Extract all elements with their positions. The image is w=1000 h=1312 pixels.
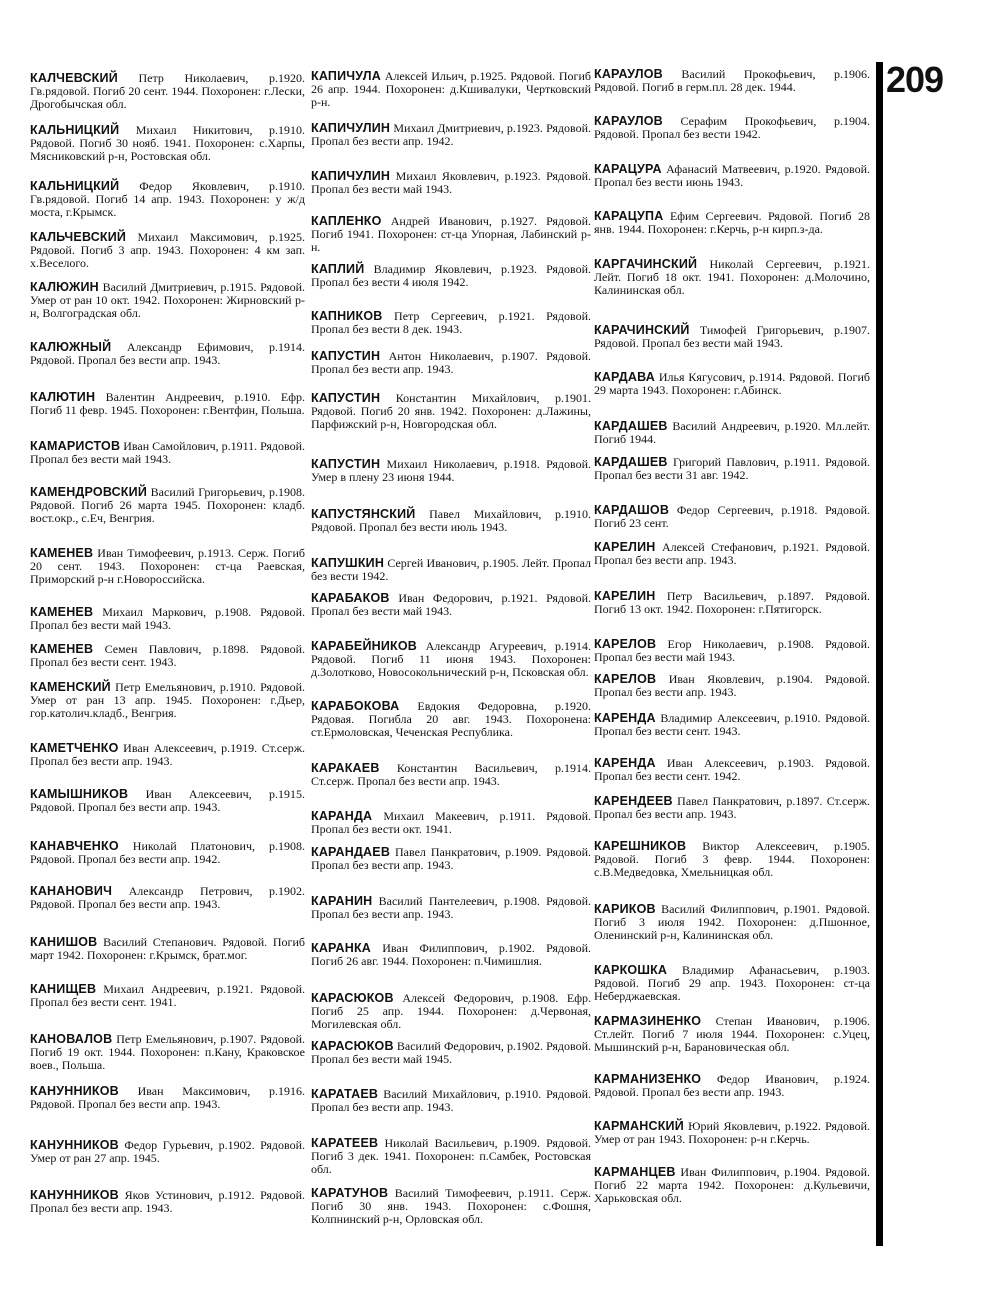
entry-details: Павел Панкратович, р.1909. Рядовой. Пропал без вести апр. 1943.	[311, 845, 591, 872]
list-item	[30, 788, 305, 814]
entry-surname: КАПУСТИН	[311, 391, 381, 405]
entry-details: Сергей Иванович, р.1905. Лейт. Пропал без вести 1942.	[311, 556, 591, 583]
list-item	[311, 592, 591, 618]
entry-surname: КАРАУЛОВ	[594, 114, 663, 128]
list-item	[30, 643, 305, 669]
entry-details: Константин Васильевич, р.1914. Ст.серж. Пропал без вести апр. 1943.	[311, 761, 591, 788]
entry-surname: КАРАНКА	[311, 941, 372, 955]
entry-details: Владимир Афанасьевич, р.1903. Рядовой. Погиб 29 апр. 1943. Похоронен: ст-ца Неберджаевская.	[594, 963, 870, 1003]
entry-surname: КАРАТУНОВ	[311, 1186, 389, 1200]
entry-details: Григорий Павлович, р.1911. Рядовой. Пропал без вести 31 авг. 1942.	[594, 455, 870, 482]
entry-details: Афанасий Матвеевич, р.1920. Рядовой. Пропал без вести июнь 1943.	[594, 162, 870, 189]
list-item	[30, 1033, 305, 1072]
entry-details: Петр Николаевич, р.1920. Гв.рядовой. Погиб 20 сент. 1944. Похоронен: г.Лески, Дрогобычская обл.	[30, 71, 305, 111]
list-item	[594, 1120, 870, 1146]
entry-details: Михаил Андреевич, р.1921. Рядовой. Пропал без вести сент. 1941.	[30, 982, 305, 1009]
entry-surname: КАРАЧИНСКИЙ	[594, 323, 690, 337]
list-item	[30, 231, 305, 270]
entry-surname: КАРДАШЕВ	[594, 455, 668, 469]
entry-surname: КАМЕНДРОВСКИЙ	[30, 485, 148, 499]
list-item	[594, 210, 870, 236]
list-item	[30, 341, 305, 367]
entry-surname: КАРЕШНИКОВ	[594, 839, 687, 853]
entry-details: Алексей Федорович, р.1908. Ефр. Погиб 25 апр. 1944. Похоронен: д.Червоная, Могилевская обл.	[311, 991, 591, 1031]
entry-details: Антон Николаевич, р.1907. Рядовой. Пропал без вести апр. 1943.	[311, 349, 591, 376]
list-item	[594, 673, 870, 699]
entry-details: Федор Гурьевич, р.1902. Рядовой. Умер от ран 27 апр. 1945.	[30, 1138, 305, 1165]
entry-surname: КАРМАНИЗЕНКО	[594, 1072, 702, 1086]
entry-surname: КАНУННИКОВ	[30, 1084, 119, 1098]
entry-surname: КАМЕНСКИЙ	[30, 680, 111, 694]
entry-details: Николай Васильевич, р.1909. Рядовой. Погиб 3 дек. 1941. Похоронен: п.Самбек, Ростовская обл.	[311, 1136, 591, 1176]
entry-details: Иван Алексеевич, р.1919. Ст.серж. Пропал без вести апр. 1943.	[30, 741, 305, 768]
entry-surname: КАПИЧУЛИН	[311, 169, 391, 183]
entry-surname: КАРДАШОВ	[594, 503, 670, 517]
entry-details: Петр Сергеевич, р.1921. Рядовой. Пропал без вести 8 дек. 1943.	[311, 309, 591, 336]
entry-surname: КАРЕЛОВ	[594, 672, 657, 686]
entry-surname: КАРАКАЕВ	[311, 761, 380, 775]
list-item	[594, 712, 870, 738]
entry-details: Иван Алексеевич, р.1903. Рядовой. Пропал без вести сент. 1942.	[594, 756, 870, 783]
entry-surname: КАМАРИСТОВ	[30, 439, 121, 453]
list-item	[311, 1040, 591, 1066]
list-item	[311, 350, 591, 376]
entry-surname: КАПУСТИН	[311, 349, 381, 363]
entry-details: Иван Максимович, р.1916. Рядовой. Пропал без вести апр. 1943.	[30, 1084, 305, 1111]
entry-details: Петр Емельянович, р.1910. Рядовой. Умер от ран 13 апр. 1945. Похоронен: г.Дьер, гор.католич.кладб., Венгрия.	[30, 680, 305, 720]
entry-surname: КАПИЧУЛИН	[311, 121, 391, 135]
list-item	[30, 1139, 305, 1165]
list-item	[594, 840, 870, 879]
entry-surname: КАПНИКОВ	[311, 309, 383, 323]
list-item	[311, 1137, 591, 1176]
entry-details: Василий Степанович. Рядовой. Погиб март 1942. Похоронен: г.Крымск, брат.мог.	[30, 935, 305, 962]
list-item	[311, 122, 591, 148]
list-item	[594, 964, 870, 1003]
entry-surname: КАРАСЮКОВ	[311, 1039, 394, 1053]
list-item	[311, 942, 591, 968]
entry-surname: КАМЕНЕВ	[30, 642, 94, 656]
entry-surname: КАРАБЕЙНИКОВ	[311, 639, 418, 653]
entry-surname: КАРИКОВ	[594, 902, 656, 916]
entry-details: Константин Михайлович, р.1901. Рядовой. Погиб 20 янв. 1942. Похоронен: д.Лажины, Парфижский р-н, Новгородская обл.	[311, 391, 591, 431]
entry-surname: КАРАНИН	[311, 894, 373, 908]
entry-surname: КАРЕНДЕЕВ	[594, 794, 673, 808]
entry-details: Федор Иванович, р.1924. Рядовой. Пропал без вести апр. 1943.	[594, 1072, 870, 1099]
list-item	[594, 68, 870, 94]
entry-details: Михаил Максимович, р.1925. Рядовой. Погиб 3 апр. 1943. Похоронен: 4 км зап. х.Веселого.	[30, 230, 305, 270]
entry-details: Петр Емельянович, р.1907. Рядовой. Погиб 19 окт. 1944. Похоронен: п.Кану, Краковское воев., Польша.	[30, 1032, 305, 1072]
list-item	[594, 115, 870, 141]
entry-surname: КАРЕНДА	[594, 711, 656, 725]
list-item	[30, 391, 305, 417]
entry-surname: КАРКОШКА	[594, 963, 668, 977]
entry-details: Виктор Алексеевич, р.1905. Рядовой. Погиб 3 февр. 1944. Похоронен: с.В.Медведовка, Хмельницкая обл.	[594, 839, 870, 879]
entry-surname: КАРАЦУРА	[594, 162, 662, 176]
entry-details: Петр Васильевич, р.1897. Рядовой. Погиб 13 окт. 1942. Похоронен: г.Пятигорск.	[594, 589, 870, 616]
entry-surname: КАЛЬНИЦКИЙ	[30, 123, 120, 137]
list-item	[30, 681, 305, 720]
list-item	[311, 762, 591, 788]
entry-details: Николай Платонович, р.1908. Рядовой. Пропал без вести апр. 1942.	[30, 839, 305, 866]
list-item	[594, 590, 870, 616]
entry-details: Степан Иванович, р.1906. Ст.лейт. Погиб 7 июля 1944. Похоронен: с.Уцец, Мышинский р-н, Барановическая обл.	[594, 1014, 870, 1054]
list-item	[30, 936, 305, 962]
entry-details: Иван Яковлевич, р.1904. Рядовой. Пропал без вести апр. 1943.	[594, 672, 870, 699]
list-item	[311, 392, 591, 431]
entry-details: Василий Григорьевич, р.1908. Рядовой. Погиб 26 марта 1945. Похоронен: кладб. вост.окр., с.Еч, Венгрия.	[30, 485, 305, 525]
list-item	[594, 1015, 870, 1054]
list-item	[311, 1088, 591, 1114]
list-item	[311, 640, 591, 679]
entry-details: Владимир Яковлевич, р.1923. Рядовой. Пропал без вести 4 июля 1942.	[311, 262, 591, 289]
list-item	[30, 1189, 305, 1215]
entry-surname: КАЛЬНИЦКИЙ	[30, 179, 120, 193]
entry-surname: КАПЛЕНКО	[311, 214, 382, 228]
list-item	[30, 742, 305, 768]
entry-details: Иван Федорович, р.1921. Рядовой. Пропал без вести май 1943.	[311, 591, 591, 618]
entry-details: Иван Филиппович, р.1904. Рядовой. Погиб 22 марта 1942. Похоронен: д.Кульевичи, Харьковская обл.	[594, 1165, 870, 1205]
list-item	[30, 281, 305, 320]
list-item	[311, 700, 591, 739]
list-item	[30, 180, 305, 219]
entry-surname: КАРДАВА	[594, 370, 655, 384]
entry-surname: КАПИЧУЛА	[311, 69, 381, 83]
list-item	[311, 992, 591, 1031]
list-item	[311, 1187, 591, 1226]
entry-surname: КАНИЩЕВ	[30, 982, 97, 996]
entry-details: Иван Самойлович, р.1911. Рядовой. Пропал без вести май 1943.	[30, 439, 305, 466]
list-item	[311, 458, 591, 484]
list-item	[30, 983, 305, 1009]
entry-details: Иван Филиппович, р.1902. Рядовой. Погиб 26 авг. 1944. Похоронен: п.Чимишлия.	[311, 941, 591, 968]
entry-details: Николай Сергеевич, р.1921. Лейт. Погиб 18 окт. 1941. Похоронен: д.Молочино, Калининская обл.	[594, 257, 870, 297]
entry-details: Михаил Яковлевич, р.1923. Рядовой. Пропал без вести май 1943.	[311, 169, 591, 196]
list-item	[30, 440, 305, 466]
entry-details: Василий Михайлович, р.1910. Рядовой. Пропал без вести апр. 1943.	[311, 1087, 591, 1114]
list-item	[594, 638, 870, 664]
entry-surname: КАРАТЕЕВ	[311, 1136, 379, 1150]
list-item	[594, 795, 870, 821]
list-item	[30, 124, 305, 163]
list-item	[311, 895, 591, 921]
entry-details: Василий Дмитриевич, р.1915. Рядовой. Умер от ран 10 окт. 1942. Похоронен: Жирновский р-н, Волгоградская обл.	[30, 280, 305, 320]
list-item	[30, 1085, 305, 1111]
entry-surname: КАРАНДА	[311, 809, 373, 823]
entry-surname: КАЛЮЖНЫЙ	[30, 340, 112, 354]
list-item	[594, 757, 870, 783]
entry-surname: КАРЕНДА	[594, 756, 656, 770]
list-item	[594, 163, 870, 189]
list-item	[311, 215, 591, 254]
entry-details: Михаил Макеевич, р.1911. Рядовой. Пропал без вести окт. 1941.	[311, 809, 591, 836]
entry-details: Ефим Сергеевич. Рядовой. Погиб 28 янв. 1944. Похоронен: г.Керчь, р-н кирп.з-да.	[594, 209, 870, 236]
entry-surname: КАПУСТЯНСКИЙ	[311, 507, 416, 521]
entry-details: Михаил Никитович, р.1910. Рядовой. Погиб 30 нояб. 1941. Похоронен: с.Харпы, Мясниковский р-н, Ростовская обл.	[30, 123, 305, 163]
list-item	[311, 310, 591, 336]
entry-details: Серафим Прокофьевич, р.1904. Рядовой. Пропал без вести 1942.	[594, 114, 870, 141]
entry-surname: КАРЕЛОВ	[594, 637, 657, 651]
list-item	[594, 541, 870, 567]
entry-surname: КАРАБОКОВА	[311, 699, 400, 713]
entry-surname: КАЛЬЧЕВСКИЙ	[30, 230, 127, 244]
entry-details: Василий Тимофеевич, р.1911. Серж. Погиб 30 янв. 1943. Похоронен: с.Фошня, Колпнинский р-н, Орловская обл.	[311, 1186, 591, 1226]
entry-surname: КАНАНОВИЧ	[30, 884, 113, 898]
list-item	[311, 508, 591, 534]
entry-surname: КАПУШКИН	[311, 556, 385, 570]
list-item	[594, 324, 870, 350]
list-item	[30, 486, 305, 525]
entry-surname: КАНИШОВ	[30, 935, 98, 949]
margin-rule	[876, 62, 883, 1246]
entry-surname: КАЛЮЖИН	[30, 280, 99, 294]
entry-details: Валентин Андреевич, р.1910. Ефр. Погиб 11 февр. 1945. Похоронен: г.Вентфин, Польша.	[30, 390, 305, 417]
entry-details: Василий Филиппович, р.1901. Рядовой. Погиб 3 июля 1942. Похоронен: д.Пшонное, Оленинский р-н, Калининская обл.	[594, 902, 870, 942]
entry-details: Василий Прокофьевич, р.1906. Рядовой. Погиб в герм.пл. 28 дек. 1944.	[594, 67, 870, 94]
entry-details: Михаил Николаевич, р.1918. Рядовой. Умер в плену 23 июня 1944.	[311, 457, 591, 484]
entry-details: Евдокия Федоровна, р.1920. Рядовая. Погибла 20 авг. 1943. Похоронена: ст.Ермоловская, Чеченская Республика.	[311, 699, 591, 739]
list-item	[594, 371, 870, 397]
page-number: 209	[886, 59, 944, 100]
list-item	[594, 456, 870, 482]
entry-surname: КАРАБАКОВ	[311, 591, 390, 605]
list-item	[30, 885, 305, 911]
list-item	[30, 606, 305, 632]
entry-details: Иван Алексеевич, р.1915. Рядовой. Пропал без вести апр. 1943.	[30, 787, 305, 814]
list-item	[30, 547, 305, 586]
list-item	[311, 70, 591, 109]
entry-details: Илья Кягусович, р.1914. Рядовой. Погиб 29 марта 1943. Похоронен: г.Абинск.	[594, 370, 870, 397]
entry-details: Александр Петрович, р.1902. Рядовой. Пропал без вести апр. 1943.	[30, 884, 305, 911]
list-item	[594, 258, 870, 297]
entry-surname: КАЛЮТИН	[30, 390, 96, 404]
entry-surname: КАНАВЧЕНКО	[30, 839, 119, 853]
entry-surname: КАРЕЛИН	[594, 540, 656, 554]
entry-surname: КАНУННИКОВ	[30, 1188, 119, 1202]
entry-details: Александр Агуреевич, р.1914. Рядовой. Погиб 11 июня 1943. Похоронен: д.Золотково, Новосокольнический р-н, Псковская обл.	[311, 639, 591, 679]
entry-details: Василий Федорович, р.1902. Рядовой. Пропал без вести май 1945.	[311, 1039, 591, 1066]
entry-surname: КАНОВАЛОВ	[30, 1032, 113, 1046]
entry-details: Иван Тимофеевич, р.1913. Серж. Погиб 20 сент. 1943. Похоронен: ст-ца Раевская, Приморский р-н г.Новороссийска.	[30, 546, 305, 586]
list-item	[311, 846, 591, 872]
entry-surname: КАРАСЮКОВ	[311, 991, 394, 1005]
entry-surname: КАРМАНЦЕВ	[594, 1165, 676, 1179]
entry-surname: КАРАЦУПА	[594, 209, 664, 223]
entry-details: Яков Устинович, р.1912. Рядовой. Пропал без вести апр. 1943.	[30, 1188, 305, 1215]
entry-surname: КАМЕНЕВ	[30, 546, 94, 560]
entry-details: Федор Яковлевич, р.1910. Гв.рядовой. Погиб 14 апр. 1943. Похоронен: у ж/д моста, г.Крымск.	[30, 179, 305, 219]
list-item	[594, 504, 870, 530]
list-item	[30, 840, 305, 866]
entry-surname: КАРМАЗИНЕНКО	[594, 1014, 702, 1028]
entry-surname: КАПУСТИН	[311, 457, 381, 471]
entry-details: Павел Панкратович, р.1897. Ст.серж. Пропал без вести апр. 1943.	[594, 794, 870, 821]
list-item	[594, 1073, 870, 1099]
entry-surname: КАЛЧЕВСКИЙ	[30, 71, 118, 85]
entry-details: Василий Пантелеевич, р.1908. Рядовой. Пропал без вести апр. 1943.	[311, 894, 591, 921]
entry-surname: КАРАТАЕВ	[311, 1087, 379, 1101]
entry-surname: КАРДАШЕВ	[594, 419, 668, 433]
list-item	[311, 810, 591, 836]
entry-surname: КАРАНДАЕВ	[311, 845, 391, 859]
entry-details: Тимофей Григорьевич, р.1907. Рядовой. Пропал без вести май 1943.	[594, 323, 870, 350]
list-item	[594, 1166, 870, 1205]
list-item	[30, 72, 305, 111]
entry-details: Василий Андреевич, р.1920. Мл.лейт. Погиб 1944.	[594, 419, 870, 446]
list-item	[311, 263, 591, 289]
list-item	[594, 903, 870, 942]
entry-details: Павел Михайлович, р.1910. Рядовой. Пропал без вести июль 1943.	[311, 507, 591, 534]
entry-details: Алексей Ильич, р.1925. Рядовой. Погиб 26 апр. 1944. Похоронен: д.Кшивалуки, Чертковский р-н.	[311, 69, 591, 109]
entry-details: Семен Павлович, р.1898. Рядовой. Пропал без вести сент. 1943.	[30, 642, 305, 669]
entry-details: Михаил Маркович, р.1908. Рядовой. Пропал без вести май 1943.	[30, 605, 305, 632]
entry-details: Михаил Дмитриевич, р.1923. Рядовой. Пропал без вести апр. 1942.	[311, 121, 591, 148]
entry-details: Федор Сергеевич, р.1918. Рядовой. Погиб 23 сент.	[594, 503, 870, 530]
entry-details: Владимир Алексеевич, р.1910. Рядовой. Пропал без вести сент. 1943.	[594, 711, 870, 738]
entry-surname: КАРАУЛОВ	[594, 67, 663, 81]
entry-details: Андрей Иванович, р.1927. Рядовой. Погиб 1941. Похоронен: ст-ца Упорная, Лабинский р-н.	[311, 214, 591, 254]
entry-details: Юрий Яковлевич, р.1922. Рядовой. Умер от ран 1943. Похоронен: р-н г.Керчь.	[594, 1119, 870, 1146]
entry-details: Александр Ефимович, р.1914. Рядовой. Пропал без вести апр. 1943.	[30, 340, 305, 367]
entry-surname: КАРЕЛИН	[594, 589, 656, 603]
entry-surname: КАНУННИКОВ	[30, 1138, 119, 1152]
list-item	[594, 420, 870, 446]
entry-surname: КАПЛИЙ	[311, 262, 365, 276]
list-item	[311, 170, 591, 196]
entry-surname: КАМЫШНИКОВ	[30, 787, 129, 801]
entry-surname: КАРМАНСКИЙ	[594, 1119, 684, 1133]
entry-details: Алексей Стефанович, р.1921. Рядовой. Пропал без вести апр. 1943.	[594, 540, 870, 567]
entry-surname: КАМЕТЧЕНКО	[30, 741, 119, 755]
entry-surname: КАРГАЧИНСКИЙ	[594, 257, 698, 271]
entry-details: Егор Николаевич, р.1908. Рядовой. Пропал без вести май 1943.	[594, 637, 870, 664]
entry-surname: КАМЕНЕВ	[30, 605, 94, 619]
list-item	[311, 557, 591, 583]
